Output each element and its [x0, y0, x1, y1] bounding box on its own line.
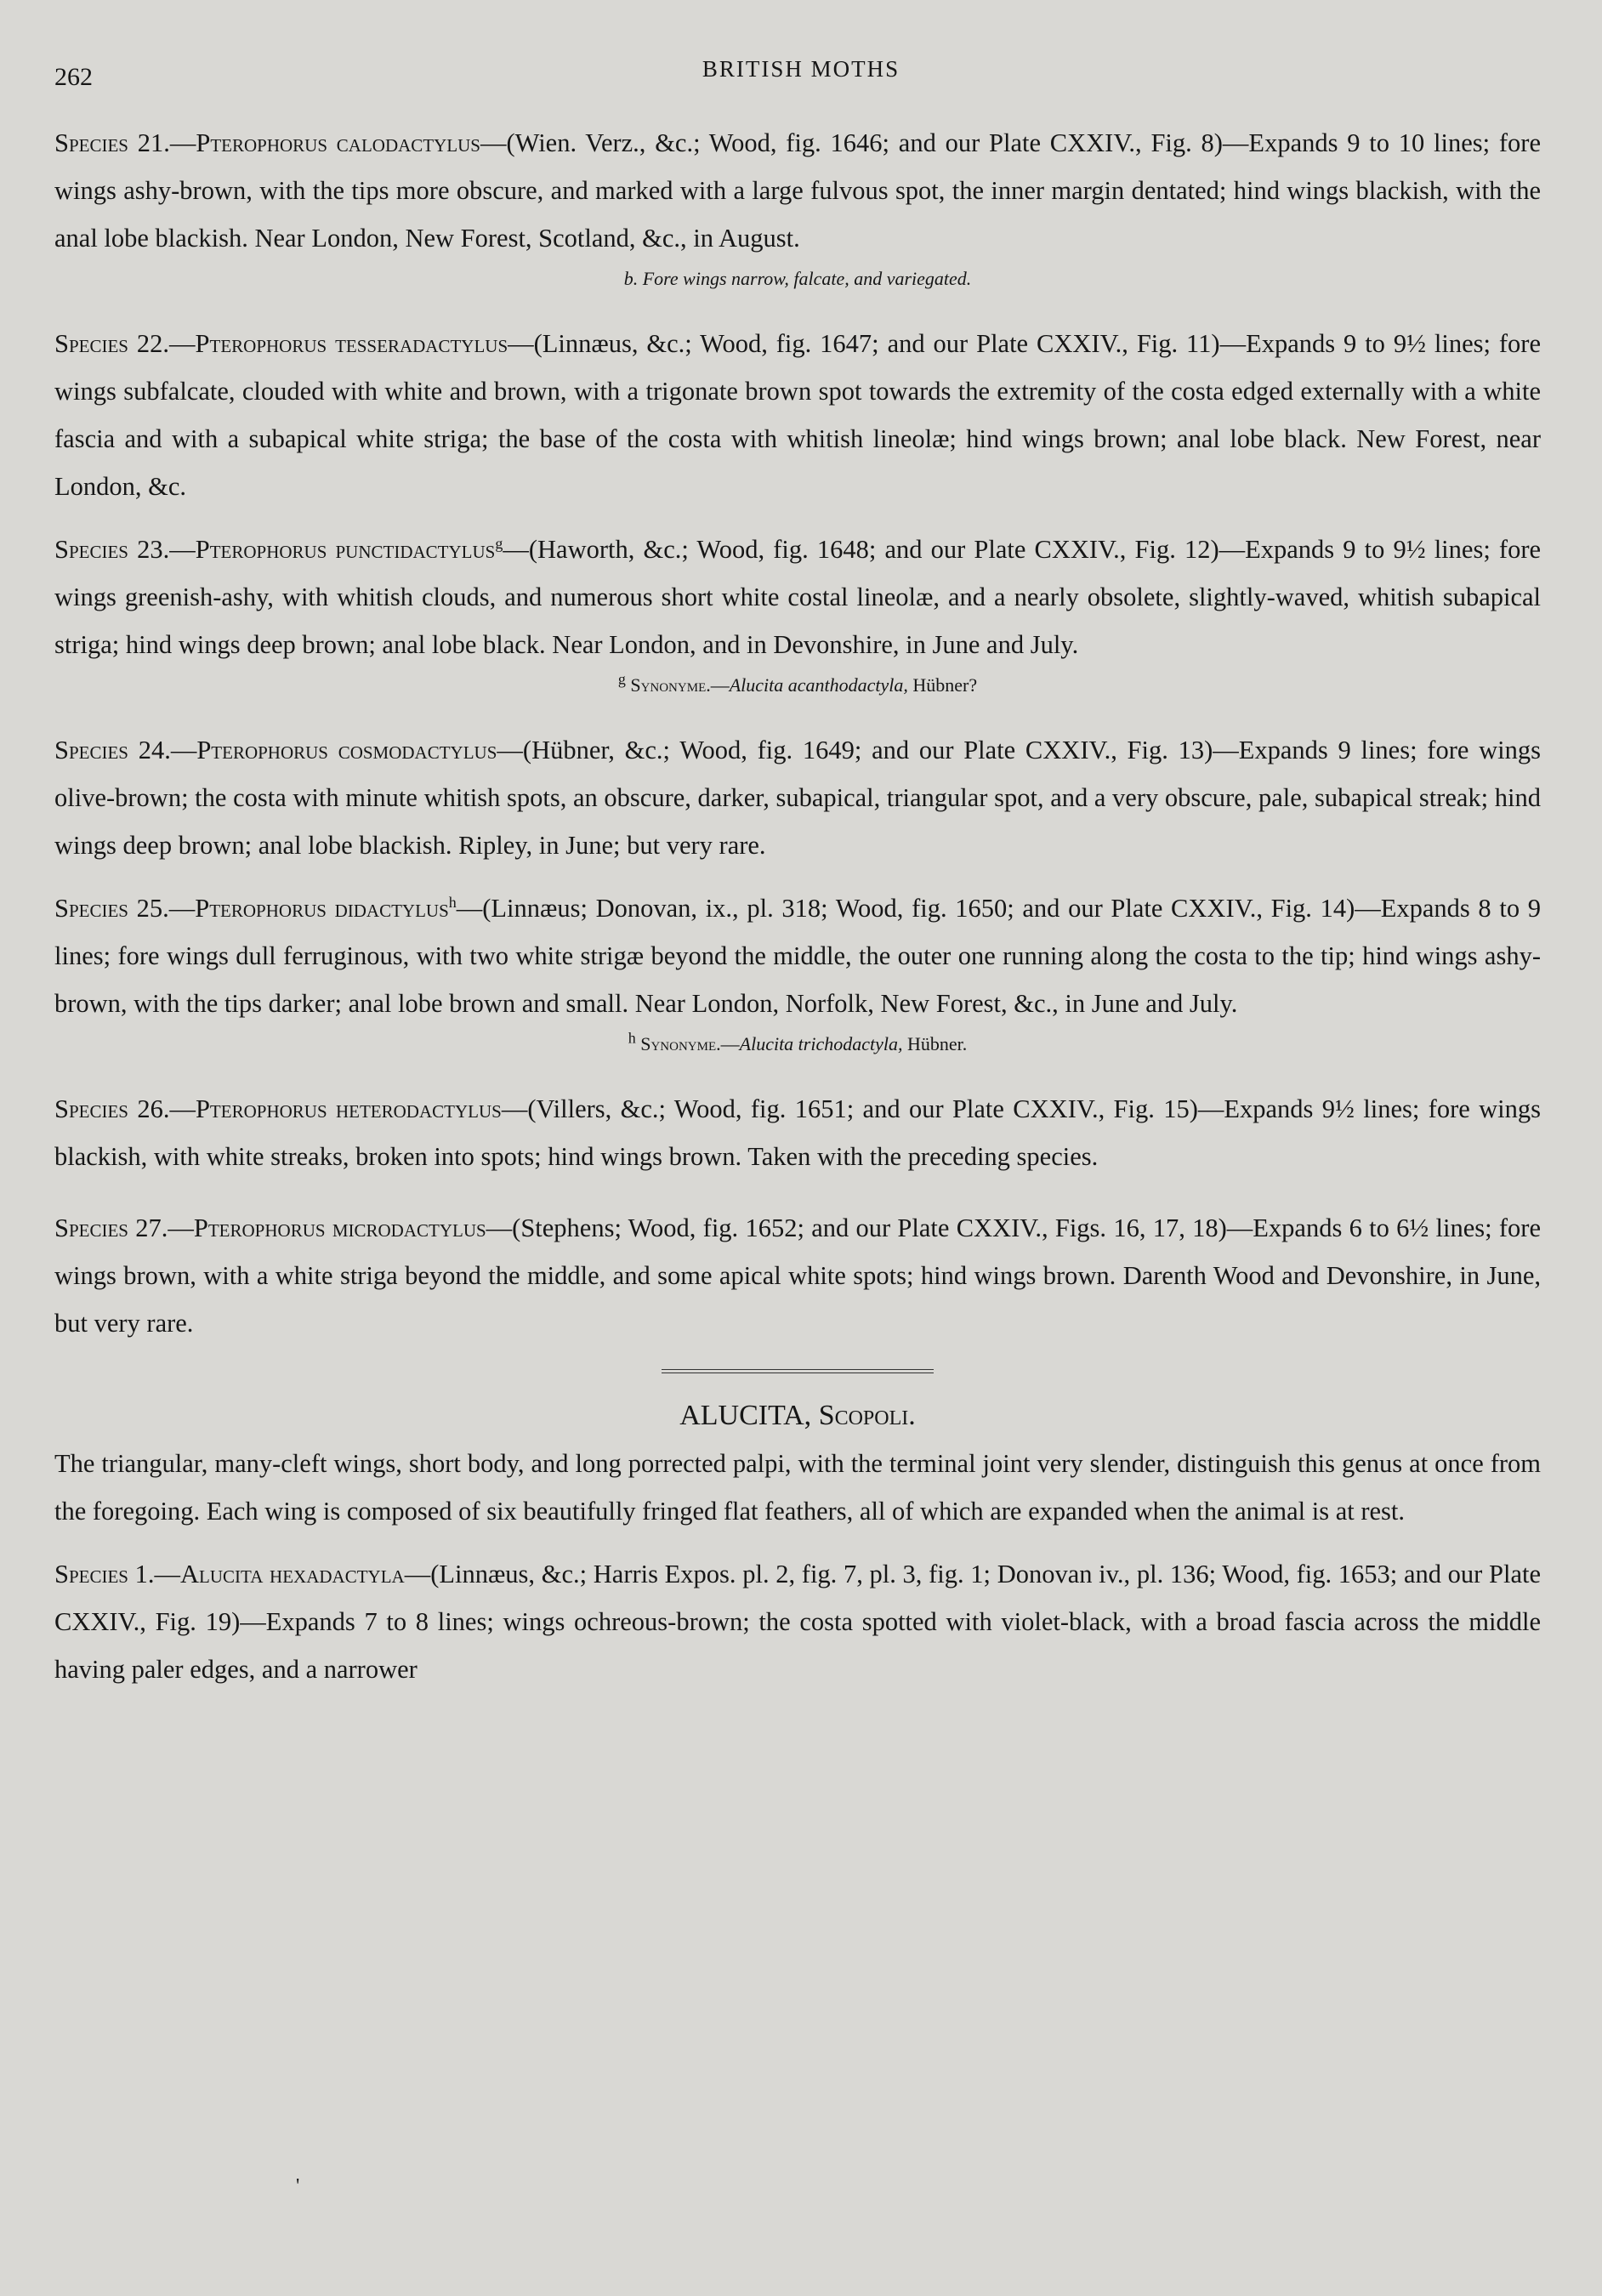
species-label: Species 1.— — [54, 1560, 181, 1588]
species-text: —(Stephens; Wood, fig. 1652; and our Plate CXXIV., Figs. 16, 17, 18)—Expands 6 to 6½ lines; fore wings brown, with a white striga beyond the middle, and some apical white spots; hind wings brown. Darenth Wood and Devonshire, in June, but very rare. — [54, 1213, 1541, 1338]
alucita-species-1-entry — [54, 1550, 1541, 1693]
species-name: Pterophorus cosmodactylus — [196, 736, 497, 764]
species-25-entry — [54, 884, 1541, 1027]
species-26-entry — [54, 1085, 1541, 1180]
section-divider — [662, 1369, 934, 1373]
species-21-entry — [54, 119, 1541, 262]
species-text: —(Linnæus; Donovan, ix., pl. 318; Wood, fig. 1650; and our Plate CXXIV., Fig. 14)—Expands 8 to 9 lines; fore wings dull ferruginous, with two white strigæ beyond the middle, the outer one running along the costa to the tip; hind wings ashy-brown, with the tips darker; anal lobe brown and small. Near London, Norfolk, New Forest, &c., in June and July. — [54, 894, 1541, 1018]
species-text: —(Haworth, &c.; Wood, fig. 1648; and our Plate CXXIV., Fig. 12)—Expands 9 to 9½ lines; fore wings greenish-ashy, with whitish clouds, and numerous short white costal lineolæ, and a nearly obsolete, slightly-waved, whitish subapical striga; hind wings deep brown; anal lobe black. Near London, and in Devonshire, in June and July. — [54, 535, 1542, 659]
footnote-author: Hübner? — [912, 674, 978, 696]
species-label: Species 25.— — [54, 894, 196, 923]
footnote-mark: h — [448, 893, 457, 911]
genus-intro: The triangular, many-cleft wings, short body, and long porrected palpi, with the terminal joint very slender, distinguish this genus at once from the foregoing. Each wing is composed of six beautifully fringed flat feathers, all of which are expanded when the animal is at rest. — [54, 1449, 1541, 1526]
species-name: Pterophorus microdactylus — [193, 1213, 486, 1242]
footnote-name: Alucita acanthodactyla, — [729, 674, 908, 696]
species-text: —(Linnæus, &c.; Wood, fig. 1647; and our Plate CXXIV., Fig. 11)—Expands 9 to 9½ lines; fore wings subfalcate, clouded with white and brown, with a trigonate brown spot towards the extremity of the costa edged externally with a white fascia and with a subapical white striga; the base of the costa with whitish lineolæ; hind wings brown; anal lobe black. New Forest, near London, &c. — [54, 329, 1541, 501]
footnote-mark: g — [495, 534, 503, 552]
footnote-mark: g — [617, 670, 626, 688]
species-24-entry — [54, 726, 1541, 869]
footnote-label: Synonyme.— — [640, 1033, 740, 1054]
species-label: Species 27.— — [54, 1213, 194, 1242]
species-label: Species 22.— — [54, 329, 196, 358]
page-body — [54, 119, 1541, 1693]
species-name: Pterophorus punctidactylus — [195, 535, 496, 564]
species-label: Species 21.— — [54, 128, 196, 157]
species-text: —(Villers, &c.; Wood, fig. 1651; and our Plate CXXIV., Fig. 15)—Expands 9½ lines; fore wings blackish, with white streaks, broken into spots; hind wings brown. Taken with the preceding species. — [54, 1094, 1542, 1171]
running-title: BRITISH MOTHS — [702, 56, 900, 82]
species-label: Species 23.— — [54, 535, 196, 564]
species-name: Pterophorus didactylus — [195, 894, 449, 923]
species-text: —(Hübner, &c.; Wood, fig. 1649; and our Plate CXXIV., Fig. 13)—Expands 9 lines; fore wings olive-brown; the costa with minute whitish spots, an obscure, darker, subapical, triangular spot, and a very obscure, pale, subapical streak; hind wings deep brown; anal lobe blackish. Ripley, in June; but very rare. — [54, 736, 1541, 860]
species-23-entry — [54, 526, 1541, 668]
species-name: Pterophorus tesseradactylus — [195, 329, 508, 358]
genus-name: ALUCITA, — [679, 1400, 812, 1431]
stray-print-mark: ' — [296, 2175, 300, 2197]
species-name: Pterophorus heterodactylus — [195, 1094, 502, 1123]
footnote-g — [54, 668, 1541, 702]
footnote-label: Synonyme.— — [630, 674, 730, 696]
species-27-entry — [54, 1204, 1541, 1347]
species-text: —(Wien. Verz., &c.; Wood, fig. 1646; and our Plate CXXIV., Fig. 8)—Expands 9 to 10 lines; fore wings ashy-brown, with the tips more obscure, and marked with a large fulvous spot, the inner margin dentated; hind wings blackish, with the anal lobe blackish. Near London, New Forest, Scotland, &c., in August. — [54, 128, 1541, 253]
species-name: Alucita hexadactyla — [180, 1560, 405, 1588]
species-label: Species 26.— — [54, 1094, 196, 1123]
genus-author: Scopoli. — [818, 1400, 916, 1431]
species-22-entry — [54, 320, 1541, 510]
footnote-mark: h — [628, 1029, 636, 1047]
footnote-author: Hübner. — [907, 1033, 968, 1054]
subsection-heading: b. Fore wings narrow, falcate, and variegated. — [623, 268, 972, 289]
genus-heading — [54, 1392, 1541, 1440]
species-label: Species 24.— — [54, 736, 197, 764]
page-number: 262 — [54, 63, 93, 91]
footnote-name: Alucita trichodactyla, — [739, 1033, 903, 1054]
footnote-h — [54, 1027, 1541, 1061]
species-name: Pterophorus calodactylus — [196, 128, 480, 157]
species-text: —(Linnæus, &c.; Harris Expos. pl. 2, fig. 7, pl. 3, fig. 1; Donovan iv., pl. 136; Wood, fig. 1653; and our Plate CXXIV., Fig. 19)—Expands 7 to 8 lines; wings ochreous-brown; the costa spotted with violet-black, with a broad fascia across the middle having paler edges, and a narrower — [54, 1560, 1541, 1684]
